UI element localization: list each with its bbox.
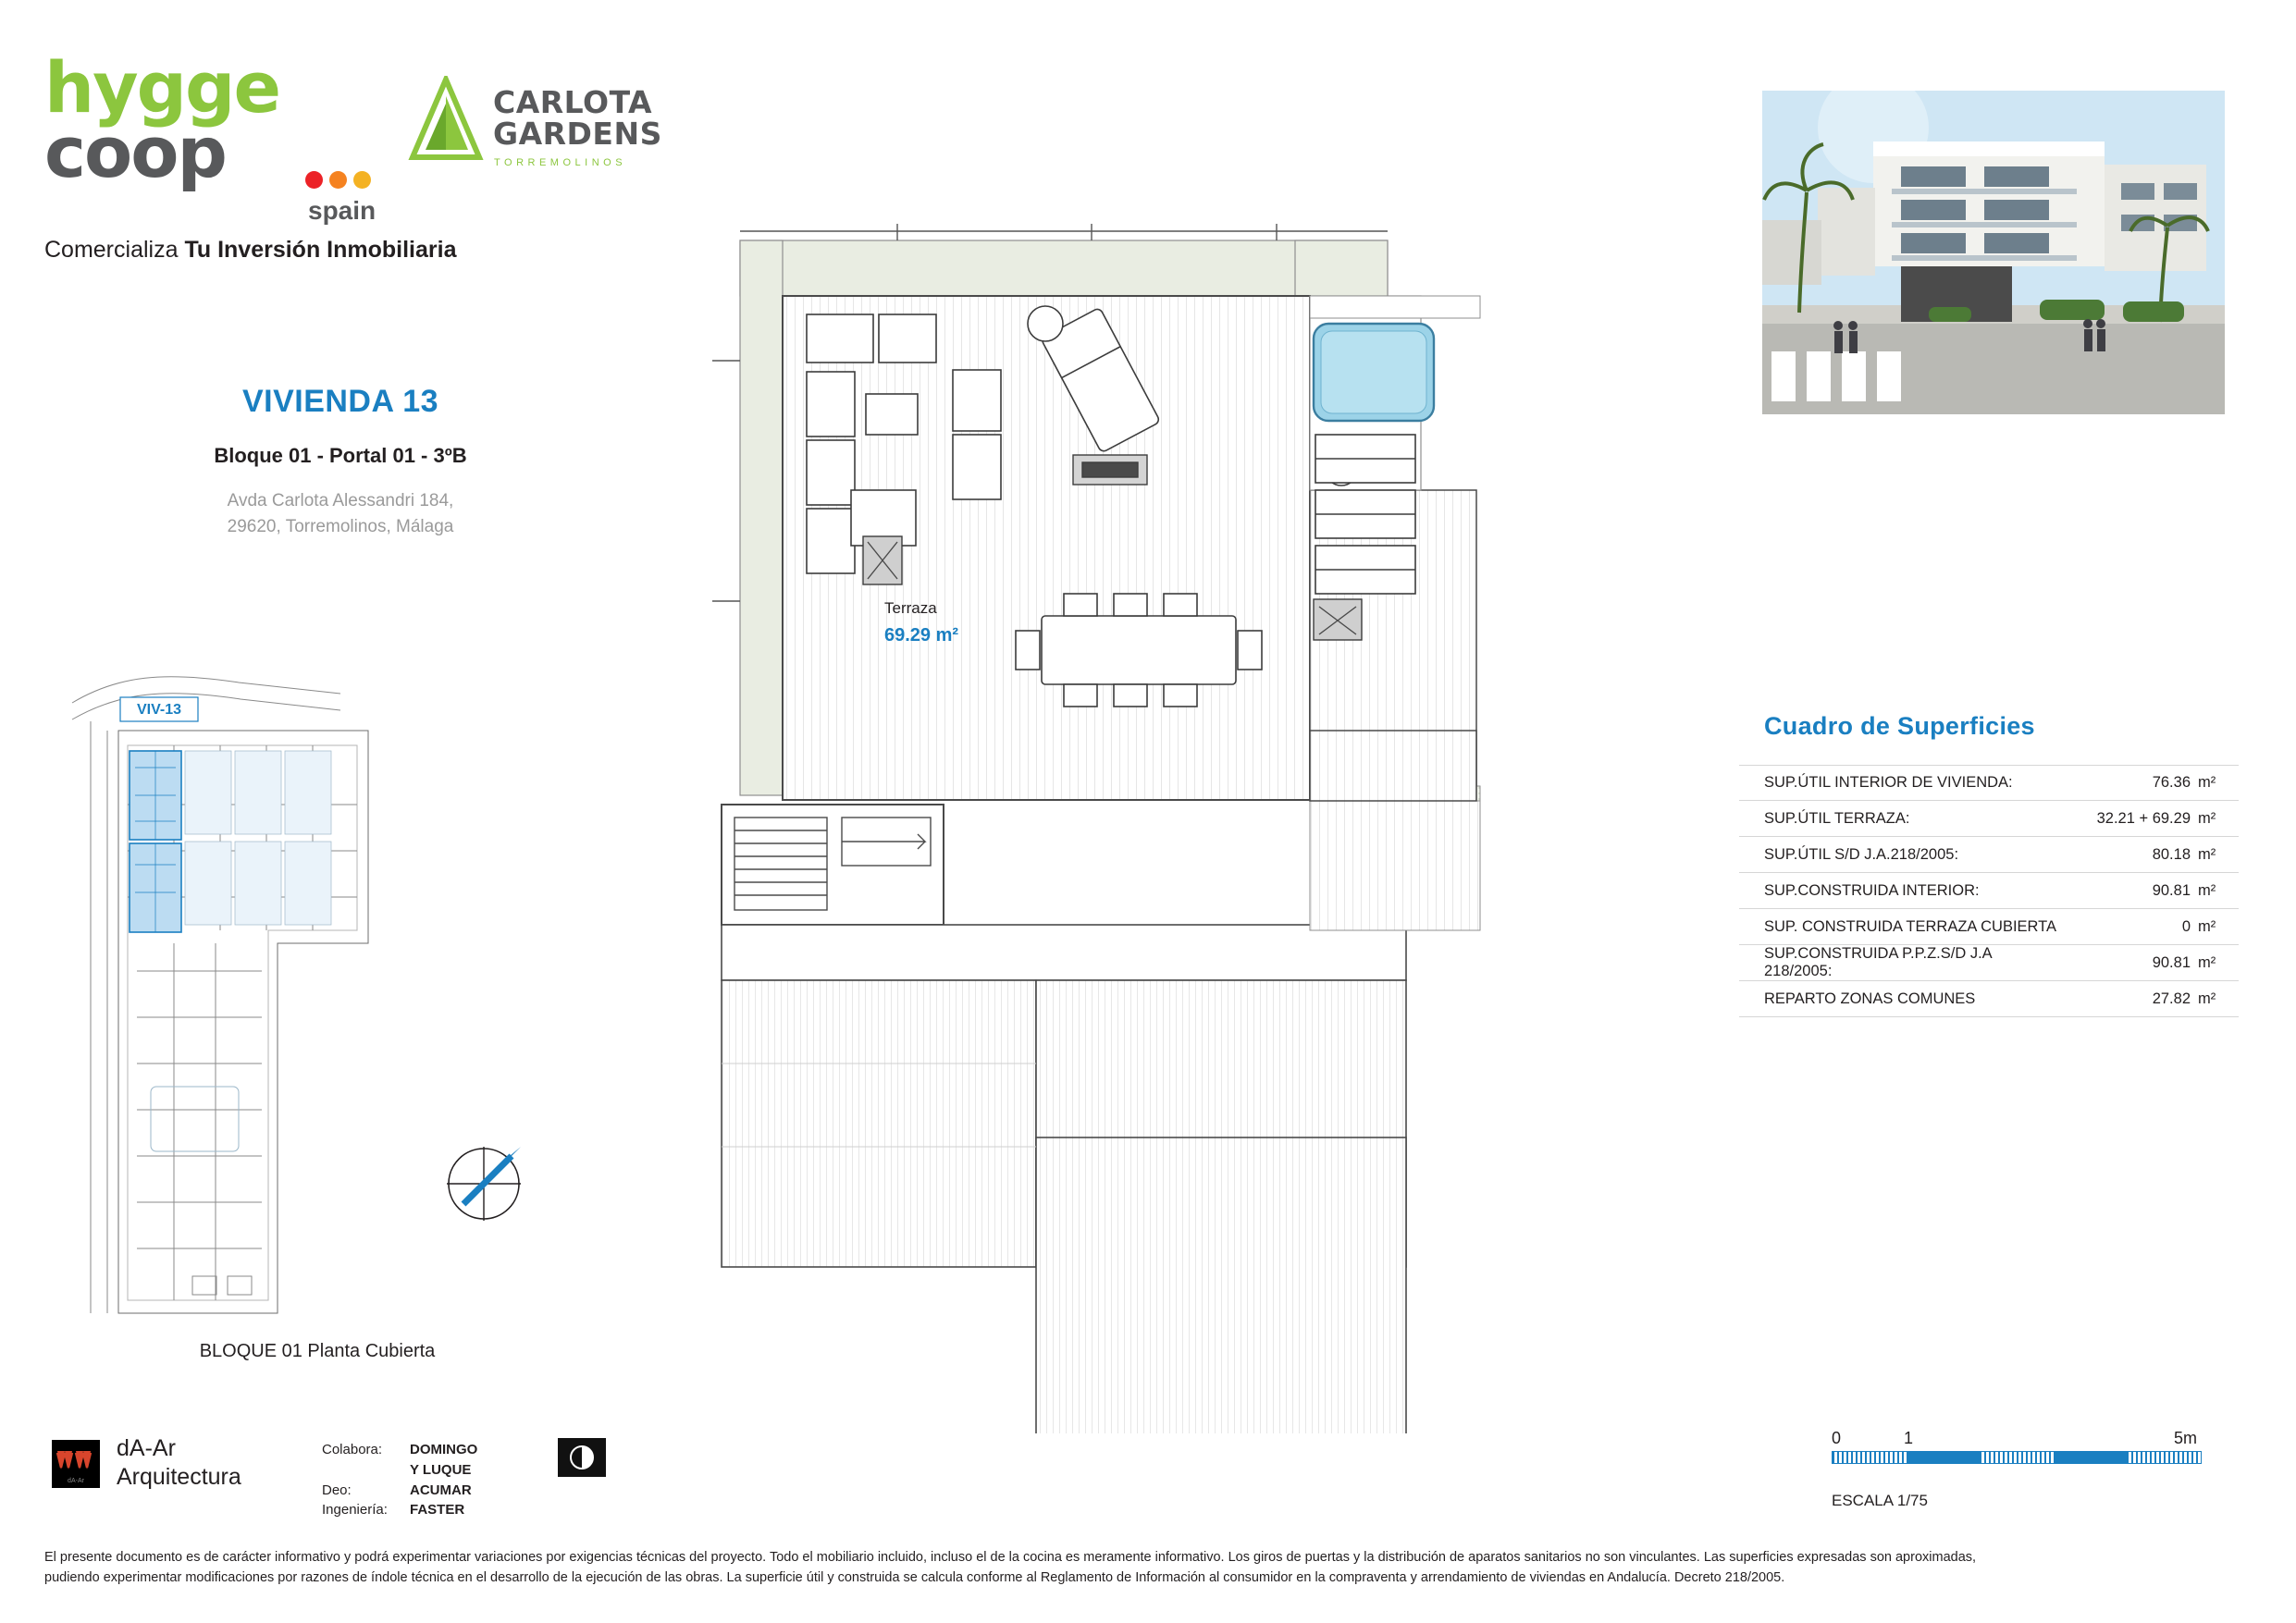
left-column	[44, 46, 662, 1518]
surface-label: SUP.ÚTIL INTERIOR DE VIVIENDA:	[1764, 774, 2013, 791]
disclaimer-line-1: El presente documento es de carácter informativo y podrá experimentar variaciones por exigencias técnicas del proyecto. Todo el mobiliario incluido, incluso el de la cocina es meramente informativo. Los giros de puertas y la distribución de aparatos sanitarios no son vinculantes. Las superficies expresadas son aproximadas,	[44, 1550, 1977, 1565]
surface-label: REPARTO ZONAS COMUNES	[1764, 990, 1976, 1007]
studio-name	[117, 1434, 241, 1493]
address-line-1: Avda Carlota Alessandri 184,	[227, 491, 454, 510]
surface-value: 90.81	[2152, 953, 2191, 971]
scale-bar	[1832, 1429, 2239, 1464]
terrace-label: Terraza	[884, 599, 937, 617]
carlota-leaf-icon	[405, 76, 488, 161]
carlota-line1: CARLOTA	[493, 84, 653, 120]
unit-address	[44, 488, 618, 539]
dot-red-icon	[305, 171, 323, 189]
collaborators-list	[322, 1440, 477, 1520]
scale-segment	[2054, 1452, 2128, 1463]
table-row	[1739, 801, 2239, 837]
collaborator-value: FASTER	[410, 1502, 465, 1518]
surface-value: 80.18	[2152, 845, 2191, 863]
surface-unit: m²	[2198, 774, 2216, 791]
collaborator-row	[322, 1460, 477, 1481]
collaborator-label	[322, 1460, 410, 1481]
table-row	[1739, 945, 2239, 981]
collaborator-value: ACUMAR	[410, 1482, 472, 1498]
surface-unit: m²	[2198, 845, 2216, 863]
surface-unit: m²	[2198, 953, 2216, 971]
keyplan-unit-tag-text: VIV-13	[136, 702, 182, 718]
collaborator-row	[322, 1500, 477, 1520]
keyplan-drawing	[63, 666, 609, 1332]
hygge-wordmark-line2: coop	[44, 110, 226, 193]
collaborator-label: Colabora:	[322, 1442, 383, 1457]
scale-tick-1: 1	[1904, 1429, 1914, 1447]
table-row	[1739, 765, 2239, 801]
studio-name-line1: dA-Ar	[117, 1435, 176, 1461]
floor-plan	[703, 213, 1684, 1433]
terrace-area-value: 69.29 m²	[884, 625, 959, 646]
surface-value: 32.21 + 69.29	[2096, 809, 2191, 827]
surface-unit: m²	[2198, 809, 2216, 827]
surface-unit: m²	[2198, 990, 2216, 1007]
studio-name-line2: Arquitectura	[117, 1464, 241, 1491]
scale-ticks	[1832, 1429, 2239, 1451]
collaborator-value: DOMINGO	[410, 1442, 478, 1457]
surface-unit: m²	[2198, 917, 2216, 935]
scale-tick-5: 5m	[2174, 1429, 2198, 1447]
collaborator-value: Y LUQUE	[410, 1461, 472, 1478]
surface-label: SUP. CONSTRUIDA TERRAZA CUBIERTA	[1764, 917, 2057, 935]
carlota-gardens-wordmark	[493, 84, 662, 152]
unit-tag	[120, 697, 198, 721]
surface-value: 76.36	[2152, 774, 2191, 791]
disclaimer-line-2: pudiendo experimentar modificaciones por razones de índole técnica en el desarrollo de la ejecución de las obras. La superficie útil y construida se calcula conforme al Reglamento de Información al consumidor en la compraventa y arrendamiento de viviendas en Andalucía. Decreto 218/2005.	[44, 1570, 1785, 1586]
dot-yellow-icon	[353, 171, 371, 189]
surface-value: 90.81	[2152, 881, 2191, 899]
hygge-spain-label: spain	[308, 196, 376, 225]
scale-segment	[1907, 1452, 1981, 1463]
dot-orange-icon	[329, 171, 347, 189]
scale-tick-0: 0	[1832, 1429, 1842, 1447]
scale-bar-graphic	[1832, 1451, 2202, 1464]
scale-segment	[1980, 1452, 2054, 1463]
logo-dots	[305, 171, 371, 189]
scale-segment	[1833, 1452, 1907, 1463]
logo-block	[44, 46, 662, 231]
daar-logo-icon	[52, 1440, 100, 1488]
building-render-image	[1762, 91, 2225, 414]
svg-text:dA-Ar: dA-Ar	[68, 1478, 84, 1484]
surface-label: SUP.ÚTIL TERRAZA:	[1764, 809, 1910, 827]
comercializa-prefix: Comercializa	[44, 237, 185, 263]
surfaces-heading: Cuadro de Superficies	[1764, 712, 2035, 740]
table-row	[1739, 909, 2239, 945]
page-title: VIVIENDA 13	[241, 384, 439, 419]
collaborator-label: Ingeniería:	[322, 1502, 388, 1518]
unit-subtitle: Bloque 01 - Portal 01 - 3ºB	[214, 444, 467, 467]
address-line-2: 29620, Torremolinos, Málaga	[227, 516, 454, 536]
collaborator-label: Deo:	[322, 1482, 352, 1498]
collaborator-row	[322, 1440, 477, 1460]
floor-plan-svg	[703, 213, 1684, 1433]
scale-segment	[2127, 1452, 2201, 1463]
scale-ratio-label: ESCALA 1/75	[1832, 1492, 1928, 1509]
surface-value: 0	[2181, 917, 2191, 935]
carlota-line2: GARDENS	[493, 115, 662, 152]
surfaces-panel	[1739, 712, 2239, 1017]
carlota-gardens-logo	[405, 76, 662, 205]
surface-label: SUP.CONSTRUIDA INTERIOR:	[1764, 881, 1980, 899]
partner-logo-icon	[558, 1438, 606, 1477]
table-row	[1739, 873, 2239, 909]
collaborator-row	[322, 1481, 477, 1501]
surface-label: SUP.ÚTIL S/D J.A.218/2005:	[1764, 845, 1959, 863]
hygge-wordmark-line1: hygge	[44, 46, 279, 129]
table-row	[1739, 837, 2239, 873]
carlota-location-label: TORREMOLINOS	[494, 157, 627, 168]
surface-unit: m²	[2198, 881, 2216, 899]
comercializa-company: Tu Inversión Inmobiliaria	[184, 237, 457, 263]
keyplan-caption: BLOQUE 01 Planta Cubierta	[199, 1341, 436, 1361]
north-arrow-icon	[447, 1147, 521, 1221]
comercializa-line	[44, 237, 618, 264]
legal-disclaimer	[44, 1547, 2255, 1589]
surface-value: 27.82	[2152, 990, 2191, 1007]
surface-label: SUP.CONSTRUIDA P.P.Z.S/D J.A 218/2005:	[1764, 945, 1992, 979]
table-row	[1739, 981, 2239, 1017]
